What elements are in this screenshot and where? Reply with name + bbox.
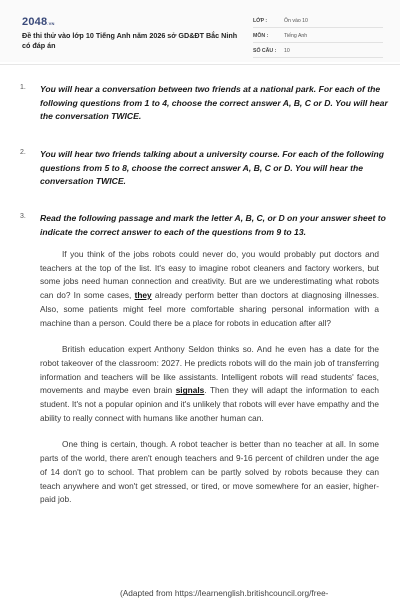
highlighted-word-signals: signals [175,385,205,396]
highlighted-word-they: they [134,290,152,301]
site-logo[interactable]: 2048.VN [22,16,55,28]
passage-source: (Adapted from https://learnenglish.britishcouncil.org/free- [120,588,329,598]
header-divider [0,64,400,65]
passage-paragraph-2: British education expert Anthony Seldon thinks so. And he even has a date for the robot takeover of the classroom: 2027. He predicts robots will do the main job of transferring information and teachers will be like assistants. Intelligent robots will read students' faces, movements and maybe even brain signals. Then they will adapt the information to each student. It's not a popular opinion and it's unlikely that robots will ever have empathy and the ability to really connect with humans like another human can. [40,344,379,423]
meta-subject-row [253,31,383,43]
question-instruction: You will hear a conversation between two friends at a national park. For each of the following questions from 1 to 4, choose the correct answer A, B, C or D. You will hear the conversation TWICE. [40,84,388,122]
meta-count-label: SỐ CÂU : [253,48,277,54]
meta-count-value: 10 [284,48,290,54]
meta-class-row [253,16,383,28]
meta-subject-label: MÔN : [253,33,269,39]
question-instruction: You will hear two friends talking about a university course. For each of the following questions from 5 to 8, choose the correct answer A, B, C or D. You will hear the conversation TWICE. [40,149,384,187]
question-number: 2. [20,149,26,156]
meta-count-row [253,46,383,58]
question-number: 1. [20,84,26,91]
passage-paragraph-3: One thing is certain, though. A robot teacher is better than no teacher at all. In some parts of the world, there aren't enough teachers and 9-16 percent of children under the age of 14 don't go to school. That problem can be partly solved by robots because they can teach anywhere and won't get stressed, or tired, or move somewhere for an easier, higher-paid job. [40,439,379,505]
meta-class-value: Ôn vào 10 [284,18,308,24]
exam-title: Đề thi thử vào lớp 10 Tiếng Anh năm 2026 sở GD&ĐT Bắc Ninh có đáp án [22,31,238,50]
meta-class-label: LỚP : [253,18,268,24]
meta-subject-value: Tiếng Anh [284,33,308,39]
page-header [0,0,400,62]
reading-passage [40,248,379,520]
question-number: 3. [20,213,26,220]
passage-paragraph-1: If you think of the jobs robots could never do, you would probably put doctors and teachers at the top of the list. It's easy to imagine robot cleaners and factory workers, but some jobs need human connection and creativity. But are we underestimating what robots can do? In some cases, they already perform better than doctors at diagnosing illnesses. Also, some patients might feel more comfortable sharing personal information with a machine than a person. Could there be a place for robots in education after all? [40,249,379,328]
question-instruction: Read the following passage and mark the letter A, B, C, or D on your answer sheet to indicate the correct answer to each of the questions from 9 to 13. [40,213,386,237]
